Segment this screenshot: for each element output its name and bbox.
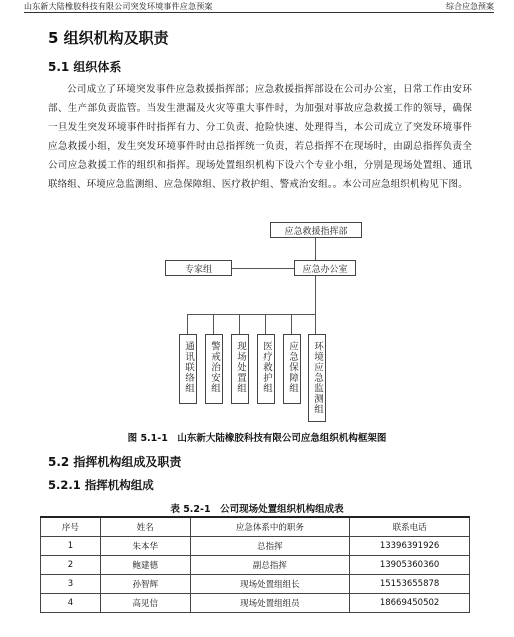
org-connector	[213, 314, 214, 334]
org-connector	[232, 268, 294, 269]
column-header: 序号	[41, 517, 101, 536]
table-cell: 孙智辉	[100, 574, 190, 593]
subsection-title-5-2: 5.2 指挥机构组成及职责	[48, 455, 182, 469]
figure-caption: 图 5.1-1 山东新大陆橡胶科技有限公司应急组织机构框架图	[127, 433, 387, 444]
org-box-emergency-office: 应急办公室	[294, 260, 356, 276]
org-connector	[315, 238, 316, 314]
table-cell: 1	[41, 536, 101, 555]
subsection-title-5-2-1: 5.2.1 指挥机构组成	[48, 478, 154, 492]
org-connector	[187, 314, 315, 315]
table-cell: 3	[41, 574, 101, 593]
table-cell: 4	[41, 593, 101, 612]
body-paragraph: 公司成立了环境突发事件应急救援指挥部；应急救援指挥部设在公司办公室，日常工作由安环部、生产部负责监管。当发生泄漏及火灾等重大事件时，为加强对事故应急救援工作的领导，确保一旦发生突发环境事件时指挥有力、分工负责、抢险快速、处理得当，本公司成立了突发环境事件应急救援小组，发生突发环境事件时由总指挥统一负责，若总指挥不在现场时，由副总指挥负责全公司应急救援工作的组织和指挥。现场处置组织机构下设六个专业小组，分别是现场处置组、通讯联络组、环境应急监测组、应急保障组、医疗救护组、警戒治安组。。本公司应急组织机构见下图。	[48, 84, 472, 190]
table-cell: 副总指挥	[190, 555, 350, 574]
table-cell: 18669450502	[350, 593, 470, 612]
table-caption: 表 5.2-1 公司现场处置组织机构组成表	[170, 504, 344, 515]
table-cell: 总指挥	[190, 536, 350, 555]
table-cell: 13905360360	[350, 555, 470, 574]
table-cell: 高见信	[100, 593, 190, 612]
section-title: 5 组织机构及职责	[48, 29, 169, 47]
table-row	[41, 555, 470, 574]
header-section-label: 综合应急预案	[446, 2, 494, 11]
subsection-title-5-1: 5.1 组织体系	[48, 60, 122, 74]
table-cell: 13396391926	[350, 536, 470, 555]
table-row	[41, 574, 470, 593]
org-box-communication-group: 通讯联络组	[179, 334, 197, 404]
column-header: 联系电话	[350, 517, 470, 536]
org-connector	[291, 314, 292, 334]
org-box-support-group: 应急保障组	[283, 334, 301, 404]
page-header	[24, 0, 494, 13]
header-document-title: 山东新大陆橡胶科技有限公司突发环境事件应急预案	[24, 2, 213, 11]
org-box-onsite-disposal-group: 现场处置组	[231, 334, 249, 404]
table-cell: 现场处置组组长	[190, 574, 350, 593]
table-row	[41, 593, 470, 612]
table-cell: 15153655878	[350, 574, 470, 593]
org-connector	[315, 314, 316, 334]
org-box-expert-group: 专家组	[165, 260, 232, 276]
column-header: 应急体系中的职务	[190, 517, 350, 536]
org-box-monitoring-group: 环境应急监测组	[308, 334, 326, 422]
table-cell: 现场处置组组员	[190, 593, 350, 612]
table-row	[41, 536, 470, 555]
org-connector	[239, 314, 240, 334]
staff-table	[40, 516, 470, 613]
org-box-medical-group: 医疗救护组	[257, 334, 275, 404]
org-connector	[187, 314, 188, 334]
org-box-command-center: 应急救援指挥部	[270, 222, 362, 238]
org-connector	[265, 314, 266, 334]
table-cell: 2	[41, 555, 101, 574]
column-header: 姓名	[100, 517, 190, 536]
table-cell: 朱本华	[100, 536, 190, 555]
org-box-security-group: 警戒治安组	[205, 334, 223, 404]
table-header-row	[41, 517, 470, 536]
table-cell: 鲍建德	[100, 555, 190, 574]
